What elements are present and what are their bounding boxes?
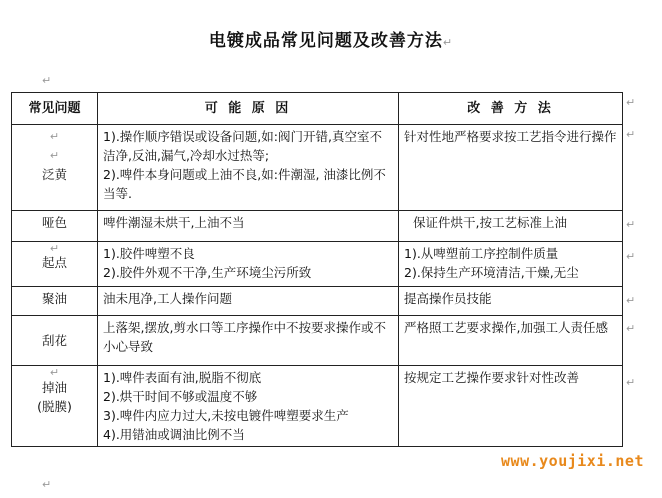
causes-cell [98,211,399,242]
fix-item: 2).保持生产环境清洁,干燥,无尘 [404,265,579,280]
header-causes: 可 能 原 因 [98,93,399,125]
problem-label: 泛黄 [41,167,67,182]
paragraph-mark-icon: ↵ [42,74,52,87]
table-row [12,125,623,211]
problem-cell [12,287,98,316]
paragraph-mark-icon: ↵ [626,96,636,109]
problem-label: 起点 [41,255,67,270]
fixes-cell [399,125,623,211]
problems-table [11,92,623,447]
table-row [12,366,623,447]
header-fixes: 改 善 方 法 [399,93,623,125]
fix-item: 保证件烘干,按工艺标准上油 [413,215,567,230]
problem-cell [12,125,98,211]
paragraph-mark-icon: ↵ [626,376,636,389]
table-row [12,242,623,287]
table-row [12,316,623,366]
paragraph-mark-icon: ↵ [626,322,636,335]
cause-item: 2).胶件外观不干净,生产环境尘污所致 [103,265,312,280]
fixes-cell [399,211,623,242]
paragraph-mark-icon: ↵ [626,250,636,263]
paragraph-mark-icon: ↵ [49,149,60,162]
problem-cell [12,316,98,366]
table-row [12,287,623,316]
cause-item: 1).胶件啤塑不良 [103,246,195,261]
causes-cell [98,366,399,447]
table-row [12,211,623,242]
problem-label: 刮花 [41,333,67,348]
problem-cell [12,211,98,242]
problem-sublabel: (脱膜) [37,399,72,414]
fix-item: 1).从啤塑前工序控制件质量 [404,246,559,261]
fix-item: 针对性地严格要求按工艺指令进行操作 [404,129,617,144]
cause-item: 啤件潮湿未烘干,上油不当 [103,215,245,230]
causes-cell [98,287,399,316]
header-problem: 常见问题 [12,93,98,125]
cause-item: 2).啤件本身问题或上油不良,如:件潮湿, 油漆比例不当等. [103,167,386,201]
paragraph-mark-icon: ↵ [626,218,636,231]
problem-label: 聚油 [41,291,67,306]
paragraph-mark-icon: ↵ [49,366,60,379]
fixes-cell [399,316,623,366]
title-text: 电镀成品常见问题及改善方法 [208,31,443,51]
cause-item: 1).啤件表面有油,脱脂不彻底 [103,370,262,385]
fix-item: 提高操作员技能 [404,291,492,306]
problem-label: 哑色 [41,215,67,230]
problem-cell [12,242,98,287]
cause-item: 2).烘干时间不够或温度不够 [103,389,258,404]
cause-item: 4).用错油或调油比例不当 [103,427,245,442]
fixes-cell [399,287,623,316]
fixes-cell [399,242,623,287]
problem-label: 掉油 [41,380,67,395]
cause-item: 上落架,摆放,剪水口等工序操作中不按要求操作或不小心导致 [103,320,386,354]
causes-cell [98,125,399,211]
paragraph-mark-icon: ↵ [626,294,636,307]
cause-item: 3).啤件内应力过大,未按电镀件啤塑要求生产 [103,408,349,423]
paragraph-mark-icon: ↵ [42,478,52,491]
causes-cell [98,316,399,366]
causes-cell [98,242,399,287]
fix-item: 按规定工艺操作要求针对性改善 [404,370,580,385]
paragraph-mark-icon: ↵ [626,128,636,141]
paragraph-mark-icon: ↵ [49,130,60,143]
cause-item: 1).操作顺序错误或设备问题,如:阀门开错,真空室不洁净,反油,漏气,冷却水过热等; [103,129,382,163]
site-watermark: www.youjixi.net [501,452,644,470]
document-title [0,26,662,51]
table-header-row [12,93,623,125]
paragraph-mark-icon: ↵ [49,242,60,255]
problem-cell [12,366,98,447]
fix-item: 严格照工艺要求操作,加强工人责任感 [404,320,608,335]
fixes-cell [399,366,623,447]
cause-item: 油未甩净,工人操作问题 [103,291,232,306]
paragraph-mark-icon: ↵ [442,36,454,49]
